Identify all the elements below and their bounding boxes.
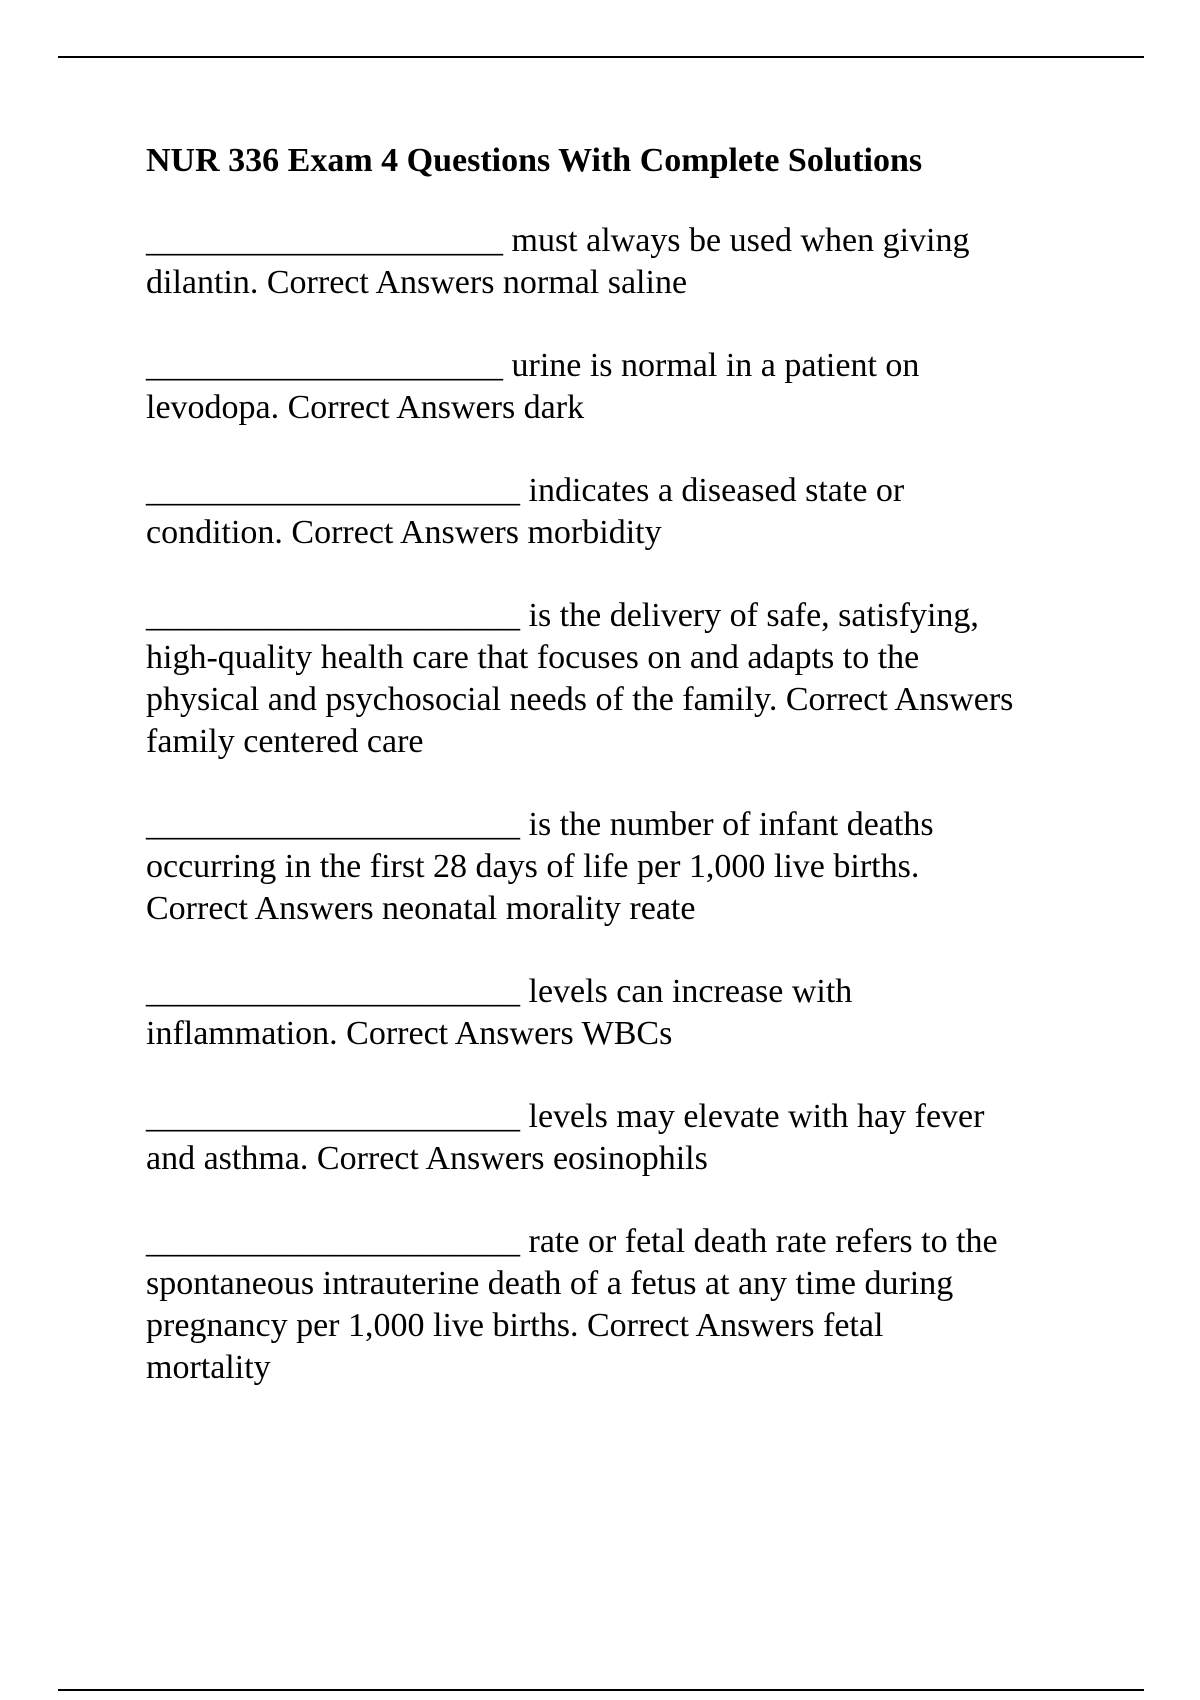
- question-line: high-quality health care that focuses on and adapts to the: [146, 639, 920, 676]
- question-line: Correct Answers neonatal morality reate: [146, 890, 696, 927]
- question-line: and asthma. Correct Answers eosinophils: [146, 1140, 708, 1177]
- bottom-rule: [58, 1689, 1144, 1691]
- question-line: ______________________ indicates a diseased state or: [146, 472, 905, 509]
- question-item: [146, 220, 1096, 304]
- question-line: ______________________ is the number of infant deaths: [146, 806, 934, 843]
- question-item: [146, 595, 1096, 763]
- question-line: ______________________ levels can increase with: [146, 973, 853, 1010]
- question-line: ______________________ rate or fetal death rate refers to the: [146, 1223, 998, 1260]
- page-title: NUR 336 Exam 4 Questions With Complete Solutions: [146, 142, 923, 179]
- question-line: occurring in the first 28 days of life per 1,000 live births.: [146, 848, 920, 885]
- question-item: [146, 1096, 1096, 1180]
- question-line: family centered care: [146, 723, 424, 760]
- question-line: ______________________ levels may elevate with hay fever: [146, 1098, 985, 1135]
- question-line: mortality: [146, 1349, 271, 1386]
- question-line: ______________________ is the delivery of safe, satisfying,: [146, 597, 979, 634]
- question-line: spontaneous intrauterine death of a fetus at any time during: [146, 1265, 954, 1302]
- question-line: pregnancy per 1,000 live births. Correct Answers fetal: [146, 1307, 884, 1344]
- question-item: [146, 804, 1096, 930]
- question-line: _____________________ must always be used when giving: [146, 222, 970, 259]
- question-item: [146, 470, 1096, 554]
- question-line: inflammation. Correct Answers WBCs: [146, 1015, 673, 1052]
- question-line: _____________________ urine is normal in a patient on: [146, 347, 920, 384]
- question-item: [146, 1221, 1096, 1389]
- top-rule: [58, 56, 1144, 58]
- question-item: [146, 971, 1096, 1055]
- question-item: [146, 345, 1096, 429]
- question-line: levodopa. Correct Answers dark: [146, 389, 585, 426]
- question-line: dilantin. Correct Answers normal saline: [146, 264, 688, 301]
- question-line: condition. Correct Answers morbidity: [146, 514, 662, 551]
- question-line: physical and psychosocial needs of the family. Correct Answers: [146, 681, 1014, 718]
- document-body: [146, 140, 1096, 1430]
